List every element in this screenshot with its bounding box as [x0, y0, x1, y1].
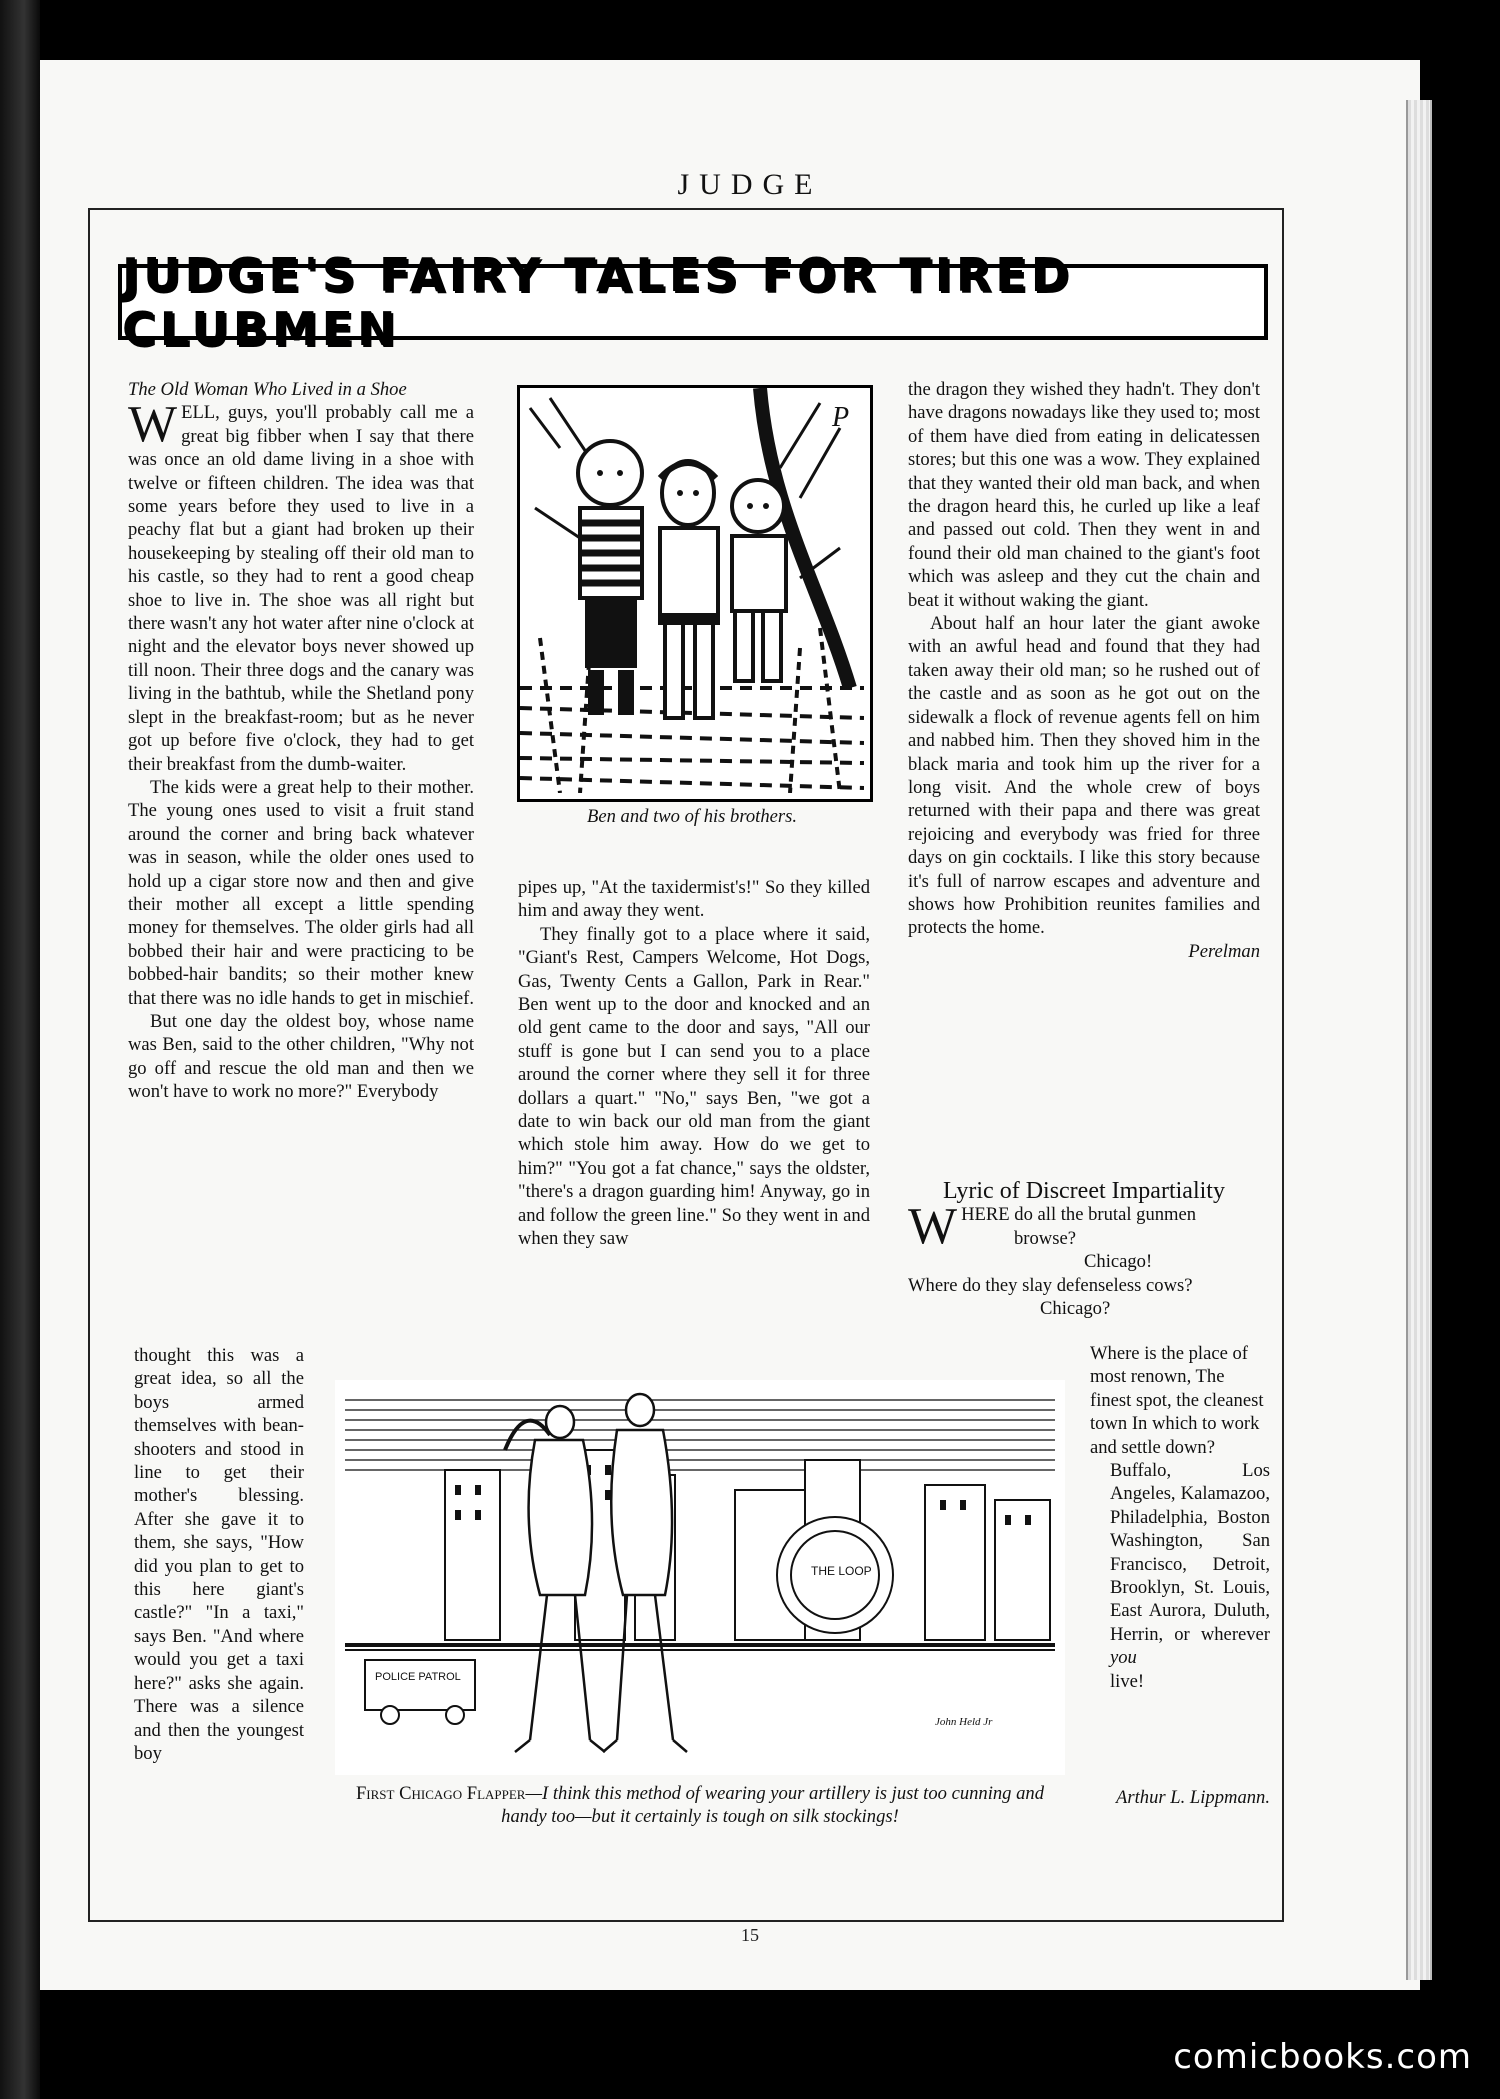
poem-stanza-3: Buffalo, Los Angeles, Kalamazoo, Philadelphia, Boston Washington, San Francisco, Detroit, Brooklyn, St. Louis, East Aurora, Duluth, Herrin, or wherever you live! — [1110, 1460, 1270, 1692]
watermark: comicbooks.com — [1173, 2037, 1472, 2077]
masthead: JUDGE — [677, 168, 823, 201]
illustration-2-caption: First Chicago Flapper—I think this method of wearing your artillery is just too cunning and handy too—but it certainly is tough on silk stockings! — [355, 1783, 1045, 1827]
three-boys-woodcut — [520, 388, 864, 793]
monogram: P — [832, 402, 850, 433]
column-2 — [518, 876, 870, 1251]
poem-line-1: WHERE do all the brutal gunmen — [908, 1198, 1197, 1256]
artist-signature: John Held Jr — [935, 1716, 993, 1728]
poem-line-3: Chicago! — [1084, 1251, 1153, 1273]
page-edges — [1406, 100, 1432, 1980]
police-patrol-sign: POLICE PATROL — [375, 1671, 461, 1683]
column-3 — [908, 378, 1260, 963]
chicago-flappers-drawing — [335, 1380, 1065, 1775]
story-paragraph-5: They finally got to a place where it said, "Giant's Rest, Campers Welcome, Hot Dogs, Gas, Twenty Cents a Gallon, Park in Rear." Ben went up to the door and knocked and an old gent came to the door and says, "All our stuff is gone but I can send you to a place around the corner where they sell it for three dollars a quart." "No," says Ben, "we got a date to win back our old man from the giant which stole him away. How do we get to him?" "You got a fat chance," says the oldster, "there's a dragon guarding him! Anyway, go in and follow the green line." So they went in and when they saw — [518, 923, 870, 1250]
page-number: 15 — [741, 1925, 759, 1945]
woodcut-illustration — [517, 385, 873, 802]
poem-line-5: Chicago? — [1040, 1298, 1111, 1320]
drop-cap: W — [128, 396, 178, 454]
story-paragraph-7: About half an hour later the giant awoke with an awful head and found that they had taken away their old man; so he rushed out of the castle and as soon as he got out on the sidewalk a flock of revenue agents fell on him and nabbed him. Then they shoved him in the black maria and took him up the river for a long visit. And the whole crew of boys returned with their papa and there was great rejoicing and everybody was fried for three days on gin cocktails. I like this story because it's full of narrow escapes and adventure and shows how Prohibition reunites families and protects the home. — [908, 613, 1260, 939]
poem-narrow — [1090, 1342, 1270, 1693]
poem-line-2: browse? — [1014, 1227, 1076, 1249]
story-paragraph-3: But one day the oldest boy, whose name was Ben, said to the other children, "Why not go off and rescue the old man and then we won't have to work no more?" Everybody — [128, 1010, 474, 1103]
story-paragraph-4: pipes up, "At the taxidermist's!" So they killed him and away they went. — [518, 877, 870, 922]
banner-title: JUDGE'S FAIRY TALES FOR TIRED CLUBMEN — [122, 248, 1073, 356]
story-paragraph-3-cont: thought this was a great idea, so all the boys armed themselves with bean-shooters and stood in line to get their mother's blessing. After she gave it to them, she says, "How did you plan to get to this here giant's castle?" "In a taxi," says Ben. "And where would you get a taxi here?" asks she again. There was a silence and then the youngest boy — [134, 1345, 304, 1764]
story-heading: The Old Woman Who Lived in a Shoe — [128, 379, 407, 400]
poem-signature: Arthur L. Lippmann. — [1116, 1787, 1270, 1808]
poem-drop-cap: W — [908, 1198, 958, 1256]
story-signature: Perelman — [1188, 940, 1260, 962]
poem-stanza-2: Where is the place of most renown, The finest spot, the cleanest town In which to work and settle down? — [1090, 1343, 1264, 1458]
story-paragraph-1: WELL, guys, you'll probably call me a great big fibber when I say that there was once an old dame living in a shoe with twelve or fifteen children. The idea was that some years before they used to live in a peachy flat but a giant had broken up their housekeeping by stealing off their old man to his castle, so they had to rent a good cheap shoe to live in. The shoe was all right but there wasn't any hot water after nine o'clock at night and the elevator boys never showed up till noon. Their three dogs and the canary was living in the bathtub, while the Shetland pony slept in the breakfast-room; but as he never got up before five o'clock, they had to get their breakfast from the dumb-waiter. — [128, 396, 474, 775]
flapper-illustration — [335, 1380, 1065, 1775]
book-binding — [0, 0, 40, 2099]
column-1 — [128, 378, 474, 1104]
poem-title: Lyric of Discreet Impartiality — [943, 1178, 1225, 1204]
column-1-narrow — [134, 1344, 304, 1765]
poem — [908, 1180, 1260, 1320]
poem-line-4: Where do they slay defenseless cows? — [908, 1274, 1193, 1296]
story-paragraph-6: the dragon they wished they hadn't. They don't have dragons nowadays like they used to; most of them have died from eating in delicatessen stores; but this one was a wow. They explained that they wanted their old man back, and when the dragon heard this, he curled up like a leaf and passed out cold. Then they went in and found their old man chained to the giant's foot which was asleep and they cut the chain and beat it without waking the giant. — [908, 379, 1260, 611]
story-paragraph-2: The kids were a great help to their mother. The young ones used to visit a fruit stand around the corner and bring back whatever was in season, while the older ones used to hold up a cigar store now and then and give their mother all except a little spending money for themselves. The older girls had all bobbed their hair and were practicing to be bobbed-hair bandits; so their mother knew that there was no idle hands to get in mischief. — [128, 776, 474, 1009]
illustration-1-caption: Ben and two of his brothers. — [586, 806, 798, 827]
title-banner — [118, 248, 1268, 356]
loop-sign: THE LOOP — [811, 1564, 872, 1578]
